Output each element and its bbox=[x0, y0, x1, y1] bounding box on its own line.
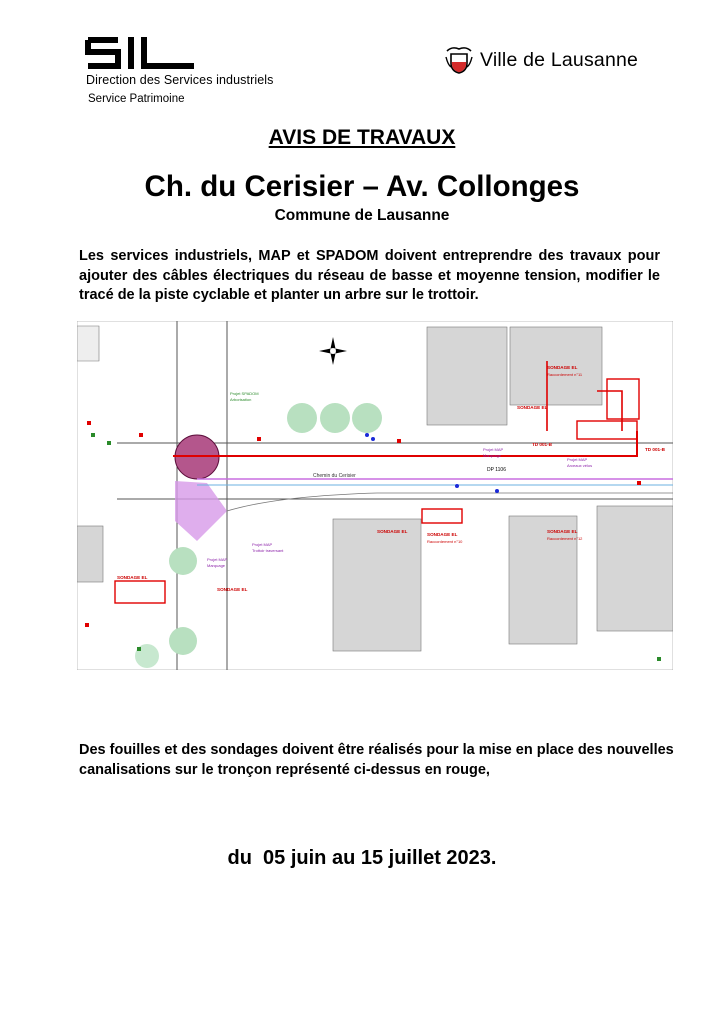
site-plan-map bbox=[77, 321, 673, 670]
building-block bbox=[77, 526, 103, 582]
direction-text: Direction des Services industriels bbox=[86, 73, 274, 87]
label-raccordement: Raccordement n°11 bbox=[547, 372, 583, 377]
label-raccordement: Raccordement n°10 bbox=[427, 539, 463, 544]
sil-logo bbox=[84, 36, 284, 70]
label-sondage-el: SONDAGE EL bbox=[217, 587, 248, 592]
tree-symbol bbox=[169, 627, 197, 655]
building-block bbox=[333, 519, 421, 651]
street-name-label: Chemin du Cerisier bbox=[313, 473, 356, 479]
lausanne-crest-icon bbox=[444, 45, 474, 75]
works-dates: du 05 juin au 15 juillet 2023. bbox=[227, 847, 497, 869]
label-marquage: Marquage bbox=[483, 453, 502, 458]
label-marquage: Marquage bbox=[207, 563, 226, 568]
service-text: Service Patrimoine bbox=[88, 93, 185, 105]
label-sondage-el: SONDAGE EL bbox=[517, 405, 548, 410]
label-raccordement: Raccordement n°12 bbox=[547, 536, 583, 541]
dp-label: DP 1106 bbox=[487, 467, 506, 473]
label-projet-spadom: Projet SPADOM bbox=[230, 391, 259, 396]
city-logo bbox=[444, 44, 638, 76]
label-trottoir-traversant: Trottoir traversant bbox=[252, 548, 284, 553]
label-projet-map: Projet MAP bbox=[483, 447, 504, 452]
building-block bbox=[427, 327, 507, 425]
label-sondage-el: SONDAGE EL bbox=[117, 575, 148, 580]
notice-title: AVIS DE TRAVAUX bbox=[268, 126, 456, 149]
label-arceaux-velos: Arceaux vélos bbox=[567, 463, 593, 468]
label-arborisation: Arborisation bbox=[230, 397, 252, 402]
label-sondage-el: SONDAGE EL bbox=[377, 529, 408, 534]
label-td: TD 001-B bbox=[532, 442, 552, 447]
details-paragraph: Des fouilles et des sondages doivent être réalisés pour la mise en place des nouvelles canalisations sur le tronçon représenté ci-dessus en rouge, bbox=[79, 742, 674, 778]
label-sondage-el: SONDAGE EL bbox=[547, 529, 578, 534]
tree-symbol bbox=[169, 547, 197, 575]
city-name: Ville de Lausanne bbox=[480, 48, 639, 71]
tree-symbol bbox=[352, 403, 382, 433]
commune-subtitle: Commune de Lausanne bbox=[274, 207, 450, 224]
label-projet-map: Projet MAP bbox=[567, 457, 588, 462]
building-block bbox=[597, 506, 673, 631]
label-projet-map: Projet MAP bbox=[207, 557, 228, 562]
label-td: TD 001-B bbox=[645, 447, 665, 452]
label-sondage-el: SONDAGE EL bbox=[427, 532, 458, 537]
tree-symbol bbox=[320, 403, 350, 433]
label-projet-map: Projet MAP bbox=[252, 542, 273, 547]
tree-symbol bbox=[287, 403, 317, 433]
location-title: Ch. du Cerisier – Av. Collonges bbox=[144, 170, 580, 203]
intro-paragraph: Les services industriels, MAP et SPADOM doivent entreprendre des travaux pour ajouter des câbles électriques du réseau de basse et moyenne tension, modifier le tracé de la piste cyclable et planter un arbre sur le trottoir. bbox=[79, 248, 660, 303]
building-block bbox=[77, 326, 99, 361]
label-sondage-el: SONDAGE EL bbox=[547, 365, 578, 370]
